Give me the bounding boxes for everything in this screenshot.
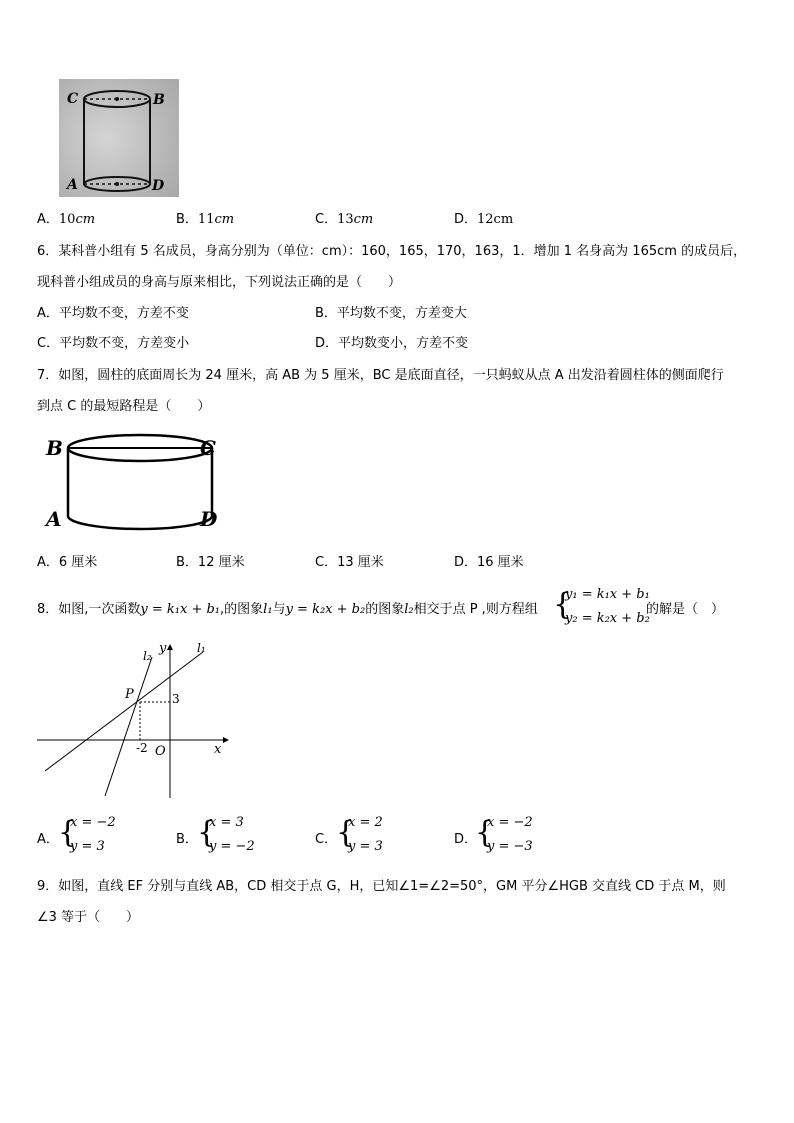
q5-label-b: B <box>153 92 165 108</box>
q5-option-c-letter: C． <box>315 212 338 227</box>
q5-option-b <box>176 208 234 227</box>
q5-label-c: C <box>67 91 79 107</box>
x-axis-arrow-icon <box>223 737 229 743</box>
q5-option-d-value: 12cm <box>477 212 514 227</box>
q8-option-b-letter: B． <box>176 832 198 847</box>
q8-system-row1: y₁ = k₁x + b₁ <box>565 587 650 602</box>
q8-line-l2: l₂ <box>404 602 414 617</box>
q5-option-d <box>454 208 513 227</box>
q8-mid-text-1: ,的图象 <box>220 602 264 617</box>
q7-text-line1: 7．如图，圆柱的底面周长为 24 厘米，高 AB 为 5 厘米，BC 是底面直径，一只蚂蚁从点 A 出发沿着圆柱体的侧面爬行 <box>37 368 724 383</box>
q9-text-line2: ∠3 等于（ ） <box>37 910 140 925</box>
q5-option-c <box>315 208 373 227</box>
y-axis-label: y <box>159 641 167 656</box>
l2-label: l₂ <box>143 649 152 663</box>
x-tick-neg2: -2 <box>136 741 148 755</box>
q5-option-d-letter: D． <box>454 212 478 227</box>
q5-option-b-letter: B． <box>176 212 198 227</box>
q6-text-line2: 现科普小组成员的身高与原来相比，下列说法正确的是（ ） <box>37 275 402 290</box>
q8-mid-text-2: 与 <box>272 602 286 617</box>
q8-line-l1: l₁ <box>263 602 273 617</box>
q7-option-d: D．16 厘米 <box>454 555 524 570</box>
q8-mid-text-3: 的图象 <box>365 602 405 617</box>
q6-option-d: D．平均数变小，方差不变 <box>315 336 469 351</box>
origin-label: O <box>155 744 166 759</box>
line-l1 <box>45 652 203 771</box>
l1-label: l₁ <box>197 641 206 655</box>
q8-option-a-row2: y = 3 <box>70 839 105 854</box>
y-tick-3: 3 <box>172 692 180 706</box>
q7-text-line2: 到点 C 的最短路程是（ ） <box>37 399 211 414</box>
q7-label-a: A <box>46 507 62 531</box>
q8-system-row2: y₂ = k₂x + b₂ <box>565 611 650 626</box>
q7-option-b: B．12 厘米 <box>176 555 245 570</box>
q7-label-d: D <box>200 507 218 531</box>
q7-option-a: A．6 厘米 <box>37 555 98 570</box>
q8-option-b-row2: y = −2 <box>209 839 255 854</box>
q8-option-c-brace: { <box>336 815 356 850</box>
point-p-label: P <box>125 687 134 702</box>
q5-label-a: A <box>67 177 78 193</box>
q6-option-c: C．平均数不变，方差变小 <box>37 336 190 351</box>
q8-option-d-letter: D． <box>454 832 478 847</box>
q9-text-line1: 9．如图，直线 EF 分别与直线 AB，CD 相交于点 G，H，已知∠1=∠2=50°，GM 平分∠HGB 交直线 CD 于点 M，则 <box>37 879 726 894</box>
q8-option-d-row2: y = −3 <box>487 839 533 854</box>
q8-suffix: 的解是（ ） <box>646 602 725 617</box>
q8-option-b-brace: { <box>197 815 217 850</box>
q7-label-b: B <box>46 436 63 460</box>
q5-option-a-unit: cm <box>75 212 96 227</box>
q8-option-c-row1: x = 2 <box>348 815 383 830</box>
q6-option-b: B．平均数不变，方差变大 <box>315 306 467 321</box>
q8-option-d-row1: x = −2 <box>487 815 533 830</box>
cylinder-photo <box>59 79 179 197</box>
q8-graph <box>35 640 235 805</box>
q8-question <box>37 598 538 617</box>
q7-label-c: C <box>200 436 216 460</box>
y-axis-arrow-icon <box>167 644 173 650</box>
cylinder-photo-drawing <box>59 79 179 197</box>
q5-option-a <box>37 208 95 227</box>
q7-cylinder-figure <box>40 428 230 534</box>
q8-prefix: 8．如图,一次函数 <box>37 602 141 617</box>
q5-option-a-letter: A． <box>37 212 59 227</box>
q5-option-b-unit: cm <box>214 212 235 227</box>
q5-option-a-value: 10 <box>58 212 76 227</box>
line-l2 <box>105 657 152 796</box>
q5-option-c-value: 13 <box>337 212 354 227</box>
q8-mid-text-4: 相交于点 P ,则方程组 <box>413 602 538 617</box>
q8-option-a-brace: { <box>58 815 78 850</box>
q8-option-c-letter: C． <box>315 832 338 847</box>
q8-system-brace: { <box>553 587 573 622</box>
q8-option-b-row1: x = 3 <box>209 815 244 830</box>
q8-option-a-letter: A． <box>37 832 59 847</box>
q8-equation-2: y = k₂x + b₂ <box>285 602 366 617</box>
q6-option-a: A．平均数不变，方差不变 <box>37 306 189 321</box>
x-axis-label: x <box>214 742 222 757</box>
q7-option-c: C．13 厘米 <box>315 555 384 570</box>
q8-option-a-row1: x = −2 <box>70 815 116 830</box>
q5-option-b-value: 11 <box>197 212 215 227</box>
q8-option-c-row2: y = 3 <box>348 839 383 854</box>
q8-equation-1: y = k₁x + b₁ <box>140 602 221 617</box>
q5-label-d: D <box>152 178 165 194</box>
q5-option-c-unit: cm <box>353 212 374 227</box>
q6-text-line1: 6．某科普小组有 5 名成员，身高分别为（单位：cm）：160，165，170，163，1．增加 1 名身高为 165cm 的成员后， <box>37 244 747 259</box>
q8-option-d-brace: { <box>475 815 495 850</box>
